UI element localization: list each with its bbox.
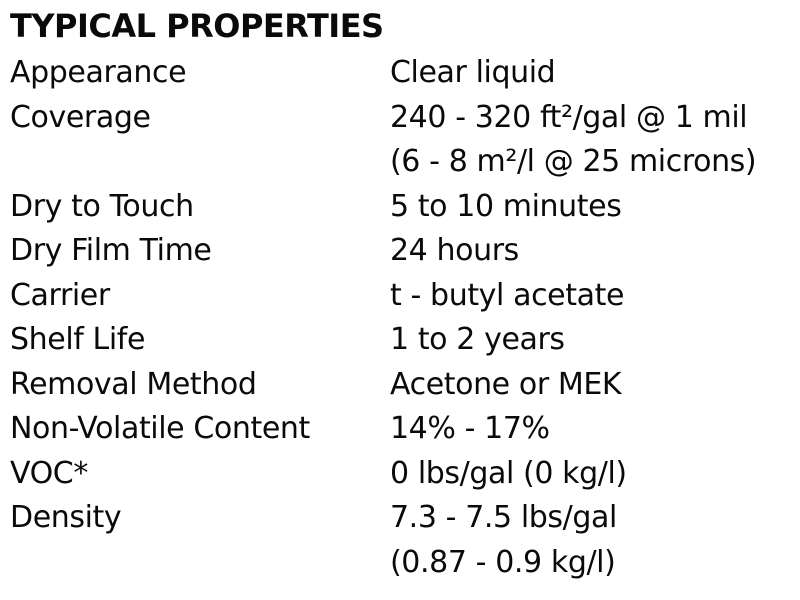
properties-table [10, 51, 795, 585]
property-label: Shelf Life [10, 322, 146, 357]
property-row-voc [10, 452, 795, 497]
property-row-shelf-life [10, 318, 795, 363]
property-value: 240 - 320 ft²/gal @ 1 mil [390, 99, 748, 135]
property-label: Appearance [10, 55, 187, 90]
property-values [390, 407, 795, 452]
property-value: 24 hours [390, 233, 519, 268]
property-value-metric: (6 - 8 m²/l @ 25 microns) [390, 144, 757, 179]
property-values [390, 318, 795, 363]
property-value-metric: (0.87 - 0.9 kg/l) [390, 544, 616, 580]
property-row-dry-to-touch [10, 185, 795, 230]
property-row-dry-film-time [10, 229, 795, 274]
property-values [390, 496, 795, 585]
property-value: t - butyl acetate [390, 277, 625, 313]
property-row-coverage [10, 96, 795, 185]
property-values [390, 51, 795, 96]
property-value: Acetone or MEK [390, 366, 622, 402]
property-row-removal-method [10, 363, 795, 408]
property-row-non-volatile-content [10, 407, 795, 452]
property-values [390, 452, 795, 497]
property-values [390, 363, 795, 408]
property-value: Clear liquid [390, 55, 556, 90]
property-row-carrier [10, 274, 795, 319]
property-label: Dry to Touch [10, 188, 194, 224]
property-values [390, 274, 795, 319]
property-value: 5 to 10 minutes [390, 188, 622, 224]
property-value: 7.3 - 7.5 lbs/gal [390, 500, 617, 535]
property-label: Coverage [10, 99, 151, 135]
property-values [390, 229, 795, 274]
property-label: Dry Film Time [10, 233, 212, 268]
property-row-appearance [10, 51, 795, 96]
property-label: Removal Method [10, 366, 257, 402]
property-values [390, 96, 795, 185]
property-value: 14% - 17% [390, 411, 550, 446]
property-value: 1 to 2 years [390, 322, 565, 357]
property-label: Carrier [10, 277, 110, 313]
property-values [390, 185, 795, 230]
property-label: Density [10, 500, 122, 535]
property-row-density [10, 496, 795, 585]
property-label: VOC* [10, 455, 88, 491]
section-heading: TYPICAL PROPERTIES [10, 7, 384, 45]
property-value: 0 lbs/gal (0 kg/l) [390, 455, 627, 491]
property-label: Non-Volatile Content [10, 411, 310, 446]
